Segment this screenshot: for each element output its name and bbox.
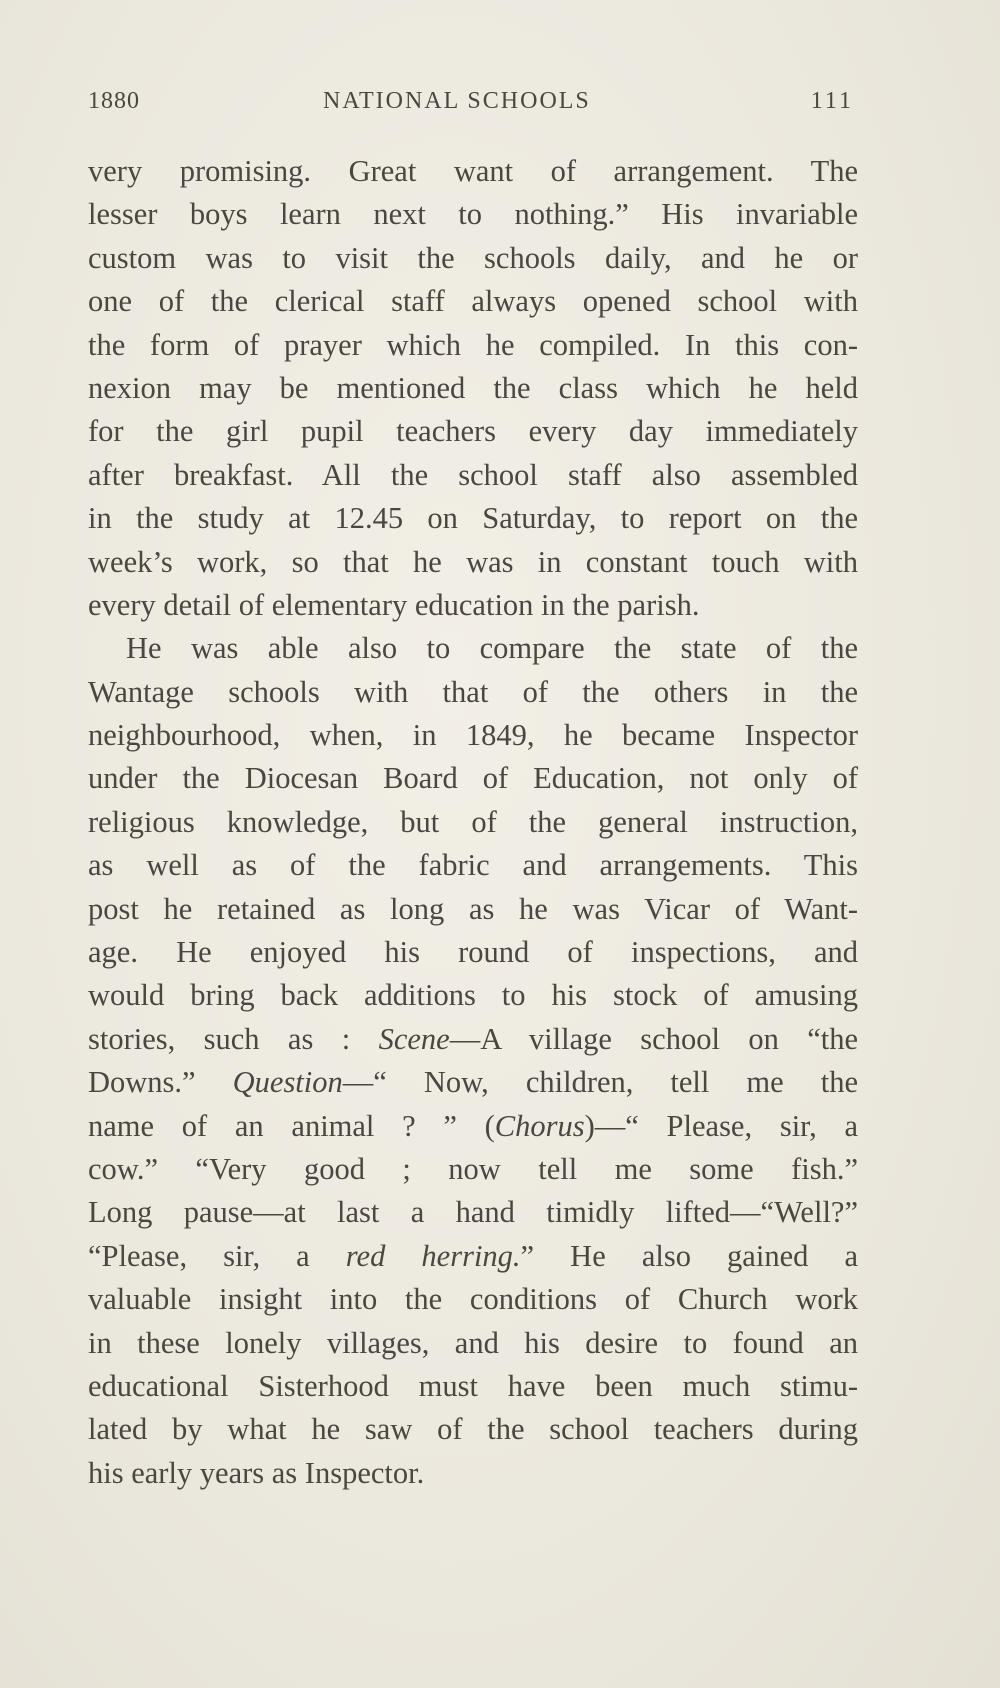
text-line: custom was to visit the schools daily, and he or: [88, 240, 858, 275]
text-line: one of the clerical staff always opened school with: [88, 284, 858, 319]
italic-run: red herring.: [345, 1238, 521, 1273]
text-line: post he retained as long as he was Vicar of Want-: [88, 891, 858, 926]
text-line: would bring back additions to his stock of amusing: [88, 978, 858, 1013]
text-line: in these lonely villages, and his desire to found an: [88, 1325, 858, 1360]
text-line: the form of prayer which he compiled. In this con-: [88, 327, 858, 362]
text-line: lated by what he saw of the school teachers during: [88, 1412, 858, 1447]
text-line: as well as of the fabric and arrangements. This: [88, 848, 858, 883]
text-run: —“ Now, children, tell me the: [342, 1065, 858, 1100]
text-line: cow.” “Very good ; now tell me some fish.”: [88, 1151, 858, 1186]
page-header: [88, 88, 858, 128]
header-year: 1880: [88, 88, 140, 114]
page-number: 111: [810, 88, 854, 114]
text-line: valuable insight into the conditions of Church work: [88, 1282, 858, 1317]
text-line: Wantage schools with that of the others in the: [88, 674, 858, 709]
text-line: neighbourhood, when, in 1849, he became Inspector: [88, 718, 858, 753]
text-line: week’s work, so that he was in constant touch with: [88, 544, 858, 579]
text-run: ” He also gained a: [520, 1238, 858, 1273]
paragraph-start-line: He was able also to compare the state of the: [126, 631, 858, 666]
running-title: NATIONAL SCHOOLS: [323, 88, 591, 114]
text-line: Long pause—at last a hand timidly lifted—“Well?”: [88, 1195, 858, 1230]
text-line: very promising. Great want of arrangement. The: [88, 154, 858, 188]
text-line: in the study at 12.45 on Saturday, to report on the: [88, 501, 858, 536]
text-run: —A village school on “the: [449, 1021, 858, 1056]
text-line: for the girl pupil teachers every day immediately: [88, 414, 858, 449]
italic-run: Scene: [378, 1021, 450, 1056]
text-line: under the Diocesan Board of Education, not only of: [88, 761, 858, 796]
body-text: [88, 150, 858, 1495]
text-line: every detail of elementary education in the parish.: [88, 587, 700, 622]
text-line: [88, 1235, 858, 1278]
text-line: religious knowledge, but of the general instruction,: [88, 804, 858, 839]
text-run: name of an animal ? ” (: [88, 1108, 495, 1143]
text-line: after breakfast. All the school staff also assembled: [88, 457, 858, 492]
italic-run: Chorus: [494, 1108, 585, 1143]
text-line: educational Sisterhood must have been much stimu-: [88, 1368, 858, 1403]
italic-run: Question: [232, 1065, 343, 1100]
text-run: “Please, sir, a: [88, 1238, 346, 1273]
text-line: [88, 1061, 858, 1104]
text-line: age. He enjoyed his round of inspections, and: [88, 935, 858, 970]
text-run: )—“ Please, sir, a: [584, 1108, 858, 1143]
text-line: lesser boys learn next to nothing.” His invariable: [88, 197, 858, 232]
text-line: [88, 1018, 858, 1061]
text-run: Downs.”: [88, 1065, 233, 1100]
text-line: nexion may be mentioned the class which he held: [88, 370, 858, 405]
text-run: stories, such as :: [88, 1021, 379, 1056]
text-line: his early years as Inspector.: [88, 1455, 425, 1490]
text-line: [88, 1105, 858, 1148]
